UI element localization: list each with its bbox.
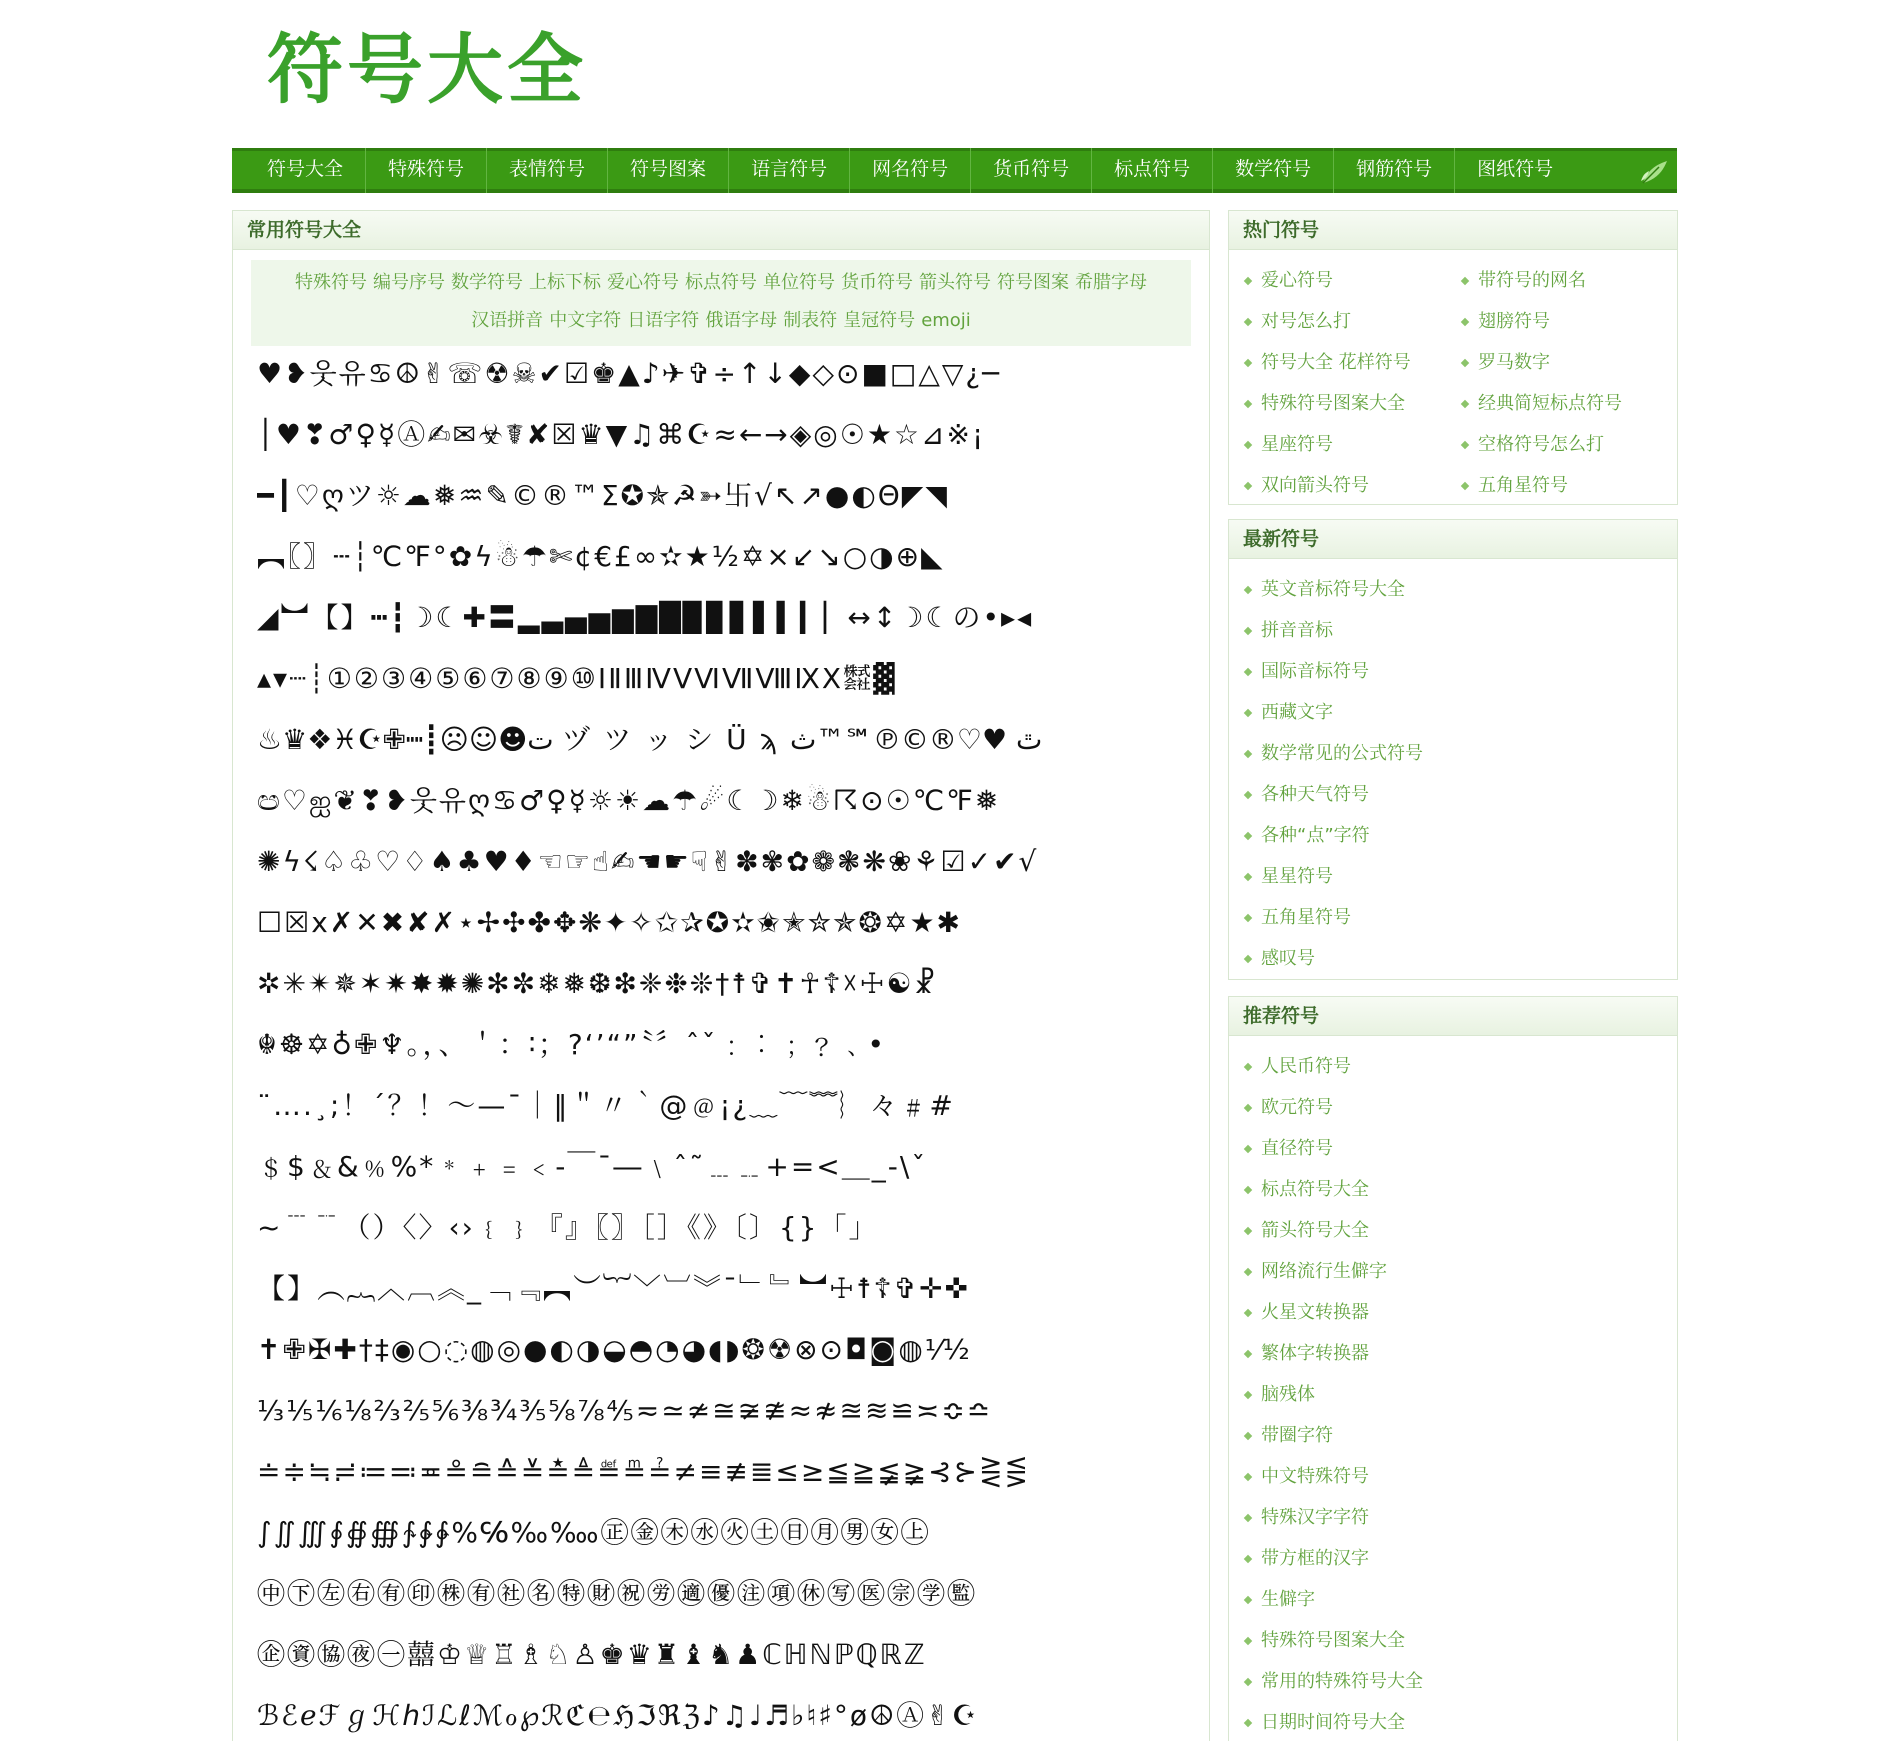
- nav-item[interactable]: 符号图案: [608, 148, 729, 193]
- category-line-1: [251, 264, 1191, 302]
- nav-item[interactable]: 符号大全: [245, 148, 366, 193]
- bullet-icon: [1244, 750, 1252, 758]
- sidebar-link-label: 感叹号: [1261, 948, 1315, 969]
- sidebar-link[interactable]: [1243, 938, 1677, 979]
- sidebar-link[interactable]: [1243, 1620, 1677, 1661]
- sidebar-link[interactable]: [1243, 1046, 1677, 1087]
- sidebar-link[interactable]: [1243, 1128, 1677, 1169]
- recommend-list: [1229, 1036, 1677, 1749]
- nav-item[interactable]: 图纸符号: [1477, 157, 1554, 180]
- category-link[interactable]: 上标下标: [529, 272, 601, 293]
- latest-list: [1229, 559, 1677, 985]
- sidebar-link[interactable]: [1243, 651, 1677, 692]
- hot-panel: [1228, 210, 1678, 505]
- sidebar-link[interactable]: [1243, 1497, 1677, 1538]
- bullet-icon: [1244, 400, 1252, 408]
- bullet-icon: [1244, 482, 1252, 490]
- bullet-icon: [1244, 1678, 1252, 1686]
- sidebar-link-label: 国际音标符号: [1261, 661, 1369, 682]
- category-link[interactable]: 符号图案: [997, 272, 1069, 293]
- sidebar-link[interactable]: [1243, 897, 1677, 938]
- category-line-2: [251, 302, 1191, 340]
- sidebar-link-label: 标点符号大全: [1261, 1179, 1369, 1200]
- category-link[interactable]: emoji: [921, 310, 971, 331]
- symbol-row[interactable]: ~﹉﹊（）〈〉‹›﹛﹜『』〖〗［］《》〔〕{}「」: [257, 1211, 879, 1244]
- sidebar-link[interactable]: [1243, 1210, 1677, 1251]
- sidebar-link[interactable]: [1243, 1251, 1677, 1292]
- bullet-icon: [1461, 277, 1469, 285]
- sidebar-link-label: 星座符号: [1261, 434, 1333, 455]
- sidebar-link-label: 火星文转换器: [1261, 1302, 1369, 1323]
- bullet-icon: [1244, 1227, 1252, 1235]
- symbol-row[interactable]: ㊥㊦㊧㊨㊒㊞㊑㊒㊓㊔㊕㊖㊗㊘㊜㊝㊟㊠㊡㊢㊩㊪㊫㊬: [257, 1577, 978, 1610]
- symbol-row[interactable]: ㊭㊮㊯㊰㊀囍♔♕♖♗♘♙♚♛♜♝♞♟ℂℍℕℙℚℝℤ: [257, 1638, 927, 1671]
- symbol-row[interactable]: ≐≑≒≓≔≕≖≗≘≙≚≛≜≝≞≟≠≡≢≣≤≥≦≧≨≩⊰⊱⋛⋚: [257, 1455, 1030, 1488]
- bullet-icon: [1244, 586, 1252, 594]
- sidebar-link-label: 特殊符号图案大全: [1261, 393, 1405, 414]
- bullet-icon: [1244, 627, 1252, 635]
- sidebar-link[interactable]: [1243, 1169, 1677, 1210]
- sidebar-link-label: 日期时间符号大全: [1261, 1712, 1405, 1733]
- bullet-icon: [1244, 1104, 1252, 1112]
- site-logo[interactable]: 符号大全: [267, 25, 587, 114]
- sidebar-link-label: 经典简短标点符号: [1478, 393, 1622, 414]
- sidebar-link-label: 欧元符号: [1261, 1097, 1333, 1118]
- bullet-icon: [1461, 441, 1469, 449]
- nav-item[interactable]: 钢筋符号: [1334, 148, 1455, 193]
- sidebar-link[interactable]: [1243, 815, 1677, 856]
- sidebar-link[interactable]: [1243, 733, 1677, 774]
- symbol-row[interactable]: ☬☸✡♁✙♆。，、＇：∶；?‘’“”〝〞ˆˇ﹕︰﹔﹖﹑•: [257, 1028, 887, 1061]
- symbol-row[interactable]: ☐☒ⅹ✗✕✖✘✗⋆✢✣✤✥❋✦✧✩✰✪✫✬✭✮✯❂✡★✱: [257, 906, 963, 939]
- bullet-icon: [1244, 1268, 1252, 1276]
- sidebar-link[interactable]: [1243, 1538, 1677, 1579]
- sidebar-link[interactable]: [1460, 424, 1677, 465]
- sidebar-link[interactable]: [1243, 465, 1460, 506]
- sidebar-link[interactable]: [1460, 465, 1677, 506]
- sidebar-link[interactable]: [1460, 260, 1677, 301]
- sidebar-link[interactable]: [1460, 301, 1677, 342]
- symbol-row[interactable]: ¨….¸;！´？！～—ˉ｜‖＂〃｀@﹫¡¿﹏﹋﹌︴々﹟#: [257, 1089, 955, 1122]
- bullet-icon: [1244, 1555, 1252, 1563]
- sidebar-link[interactable]: [1243, 1292, 1677, 1333]
- sidebar-link-label: 双向箭头符号: [1261, 475, 1369, 496]
- nav-item[interactable]: 表情符号: [487, 148, 608, 193]
- category-link[interactable]: 爱心符号: [607, 272, 679, 293]
- category-link[interactable]: 标点符号: [685, 272, 757, 293]
- sidebar-link-label: 罗马数字: [1478, 352, 1550, 373]
- sidebar-link[interactable]: [1243, 1374, 1677, 1415]
- category-link[interactable]: 汉语拼音: [471, 310, 544, 331]
- symbol-row[interactable]: ━┃♡ღツ☼☁❅♒✎©®™Σ✪✯☭➳卐√↖↗●◐Θ◤◥: [257, 479, 949, 512]
- category-link[interactable]: 日语字符: [627, 310, 700, 331]
- sidebar-link[interactable]: [1243, 856, 1677, 897]
- bullet-icon: [1244, 1514, 1252, 1522]
- sidebar-link-label: 生僻字: [1261, 1589, 1315, 1610]
- symbol-row[interactable]: │♥❣♂♀☿Ⓐ✍✉☣☤✘☒♛▼♫⌘☪≈←→◈◎☉★☆⊿※¡: [257, 418, 986, 451]
- category-link[interactable]: 箭头符号: [919, 272, 991, 293]
- sidebar-link-label: 特殊符号图案大全: [1261, 1630, 1405, 1651]
- bullet-icon: [1244, 1186, 1252, 1194]
- category-link[interactable]: 俄语字母: [705, 310, 778, 331]
- symbol-row[interactable]: ♨♛❖♓☪✙┉┋☹☺☻ت ヅ ツ ッ シ Ü ϡ ﭢ ♥♡®©℗℠™ث: [257, 723, 1043, 756]
- sidebar-link[interactable]: [1243, 260, 1460, 301]
- sidebar-link[interactable]: [1460, 342, 1677, 383]
- symbol-row[interactable]: ඏ♡ஐ❦❣❥웃유ღ♋♂♀☿☼☀☁☂☄☾☽❄☃☈⊙☉℃℉❅: [257, 784, 1001, 817]
- category-link[interactable]: 编号序号: [373, 272, 445, 293]
- symbol-row[interactable]: 【】︵︷︿︹︽_﹁﹃︻︶︸﹀︺︾ˉ﹂﹄︼☩☨☦✞✛✜: [257, 1272, 970, 1305]
- sidebar-link-label: 对号怎么打: [1261, 311, 1351, 332]
- bullet-icon: [1244, 1350, 1252, 1358]
- sidebar-link[interactable]: [1460, 383, 1677, 424]
- symbol-row[interactable]: ✝✙✠✚†‡◉○◌◍◎●◐◑◒◓◔◕◖◗❂☢⊗⊙◘◙◍⅟½: [257, 1333, 972, 1366]
- sidebar-link-label: 英文音标符号大全: [1261, 579, 1405, 600]
- sidebar-link[interactable]: [1243, 424, 1460, 465]
- latest-panel: [1228, 519, 1678, 980]
- sidebar-link[interactable]: [1243, 1702, 1677, 1743]
- bullet-icon: [1244, 1063, 1252, 1071]
- symbol-row[interactable]: ⅓⅕⅙⅛⅔⅖⅚⅜¾⅗⅝⅞⅘≂≃≄≅≆≇≈≉≊≋≌≍≎≏: [257, 1394, 993, 1427]
- leaf-icon: [1639, 157, 1669, 185]
- sidebar-link[interactable]: [1243, 569, 1677, 610]
- symbol-grid: [257, 343, 1197, 1746]
- sidebar-link-label: 人民币符号: [1261, 1056, 1351, 1077]
- category-link[interactable]: 希腊字母: [1075, 272, 1147, 293]
- sidebar-link[interactable]: [1243, 692, 1677, 733]
- bullet-icon: [1244, 1596, 1252, 1604]
- bullet-icon: [1244, 1145, 1252, 1153]
- category-link[interactable]: 特殊符号: [295, 272, 367, 293]
- bullet-icon: [1461, 359, 1469, 367]
- bullet-icon: [1244, 709, 1252, 717]
- bullet-icon: [1244, 277, 1252, 285]
- bullet-icon: [1461, 400, 1469, 408]
- bullet-icon: [1461, 318, 1469, 326]
- bullet-icon: [1244, 1473, 1252, 1481]
- bullet-icon: [1244, 873, 1252, 881]
- sidebar-link-label: 五角星符号: [1478, 475, 1568, 496]
- nav-item[interactable]: 语言符号: [729, 148, 850, 193]
- nav-item[interactable]: 货币符号: [971, 148, 1092, 193]
- sidebar-link[interactable]: [1243, 383, 1460, 424]
- sidebar-link-label: 脑残体: [1261, 1384, 1315, 1405]
- category-link[interactable]: 皇冠符号: [843, 310, 916, 331]
- bullet-icon: [1244, 791, 1252, 799]
- sidebar-link-label: 中文特殊符号: [1261, 1466, 1369, 1487]
- symbol-row[interactable]: ℬℰℯℱℊℋℎℐℒℓℳℴ℘ℛℭ℮ℌℑℜℨ♪♫♩♬♭♮♯°ø☮Ⓐ✌☪: [257, 1699, 979, 1732]
- category-link[interactable]: 单位符号: [763, 272, 835, 293]
- category-link[interactable]: 中文字符: [549, 310, 622, 331]
- bullet-icon: [1244, 668, 1252, 676]
- sidebar-link[interactable]: [1243, 342, 1460, 383]
- bullet-icon: [1244, 318, 1252, 326]
- sidebar-link-label: 网络流行生僻字: [1261, 1261, 1387, 1282]
- bullet-icon: [1461, 482, 1469, 490]
- bullet-icon: [1244, 1719, 1252, 1727]
- symbol-row[interactable]: ∫∬∭∮∯∰∱∲∳%℅‰‱㊣㊎㊍㊌㊋㊏㊐㊊㊚㊛㊤: [257, 1516, 931, 1549]
- sidebar-link[interactable]: [1243, 774, 1677, 815]
- main-panel: [232, 210, 1210, 1741]
- bullet-icon: [1244, 441, 1252, 449]
- nav-item[interactable]: 网名符号: [850, 148, 971, 193]
- sidebar-link-label: 带符号的网名: [1478, 270, 1586, 291]
- sidebar-link-label: 星星符号: [1261, 866, 1333, 887]
- bullet-icon: [1244, 359, 1252, 367]
- category-links: [251, 260, 1191, 346]
- symbol-row[interactable]: ♥❥웃유♋☮✌☏☢☠✔☑♚▲♪✈✞÷↑↓◆◇⊙■□△▽¿─: [257, 357, 1002, 390]
- main-nav: [232, 148, 1677, 193]
- sidebar-link-label: 繁体字转换器: [1261, 1343, 1369, 1364]
- sidebar-link[interactable]: [1243, 1087, 1677, 1128]
- symbol-row[interactable]: ✺ϟ☇♤♧♡♢♠♣♥♦☜☞☝✍☚☛☟✌✽✾✿❁❃❋❀⚘☑✓✔√: [257, 845, 1039, 878]
- bullet-icon: [1244, 1637, 1252, 1645]
- sidebar-link-label: 各种天气符号: [1261, 784, 1369, 805]
- nav-item[interactable]: 数学符号: [1213, 148, 1334, 193]
- bullet-icon: [1244, 1309, 1252, 1317]
- hot-panel-title: 热门符号: [1229, 211, 1677, 250]
- sidebar-link-label: 拼音音标: [1261, 620, 1333, 641]
- latest-panel-title: 最新符号: [1229, 520, 1677, 559]
- sidebar-link-label: 带圈字符: [1261, 1425, 1333, 1446]
- hot-list: [1229, 250, 1677, 512]
- sidebar-link-label: 翅膀符号: [1478, 311, 1550, 332]
- sidebar-link-label: 空格符号怎么打: [1478, 434, 1604, 455]
- recommend-panel-title: 推荐符号: [1229, 997, 1677, 1036]
- category-link[interactable]: 制表符: [783, 310, 838, 331]
- recommend-panel: [1228, 996, 1678, 1741]
- sidebar-link[interactable]: [1243, 1661, 1677, 1702]
- symbol-row[interactable]: ﹩$﹠&﹪%*﹡﹢﹦﹤‐￣¯―﹨ˆ˜﹍﹎+=<＿_-\ˇ: [257, 1150, 928, 1183]
- sidebar-link-label: 各种“点”字符: [1261, 825, 1370, 846]
- bullet-icon: [1244, 955, 1252, 963]
- category-link[interactable]: 货币符号: [841, 272, 913, 293]
- sidebar-link[interactable]: [1243, 1333, 1677, 1374]
- sidebar-link[interactable]: [1243, 301, 1460, 342]
- symbol-row[interactable]: ▴▾┈┊①②③④⑤⑥⑦⑧⑨⑩ⅠⅡⅢⅣⅤⅥⅦⅧⅨⅩ㍿▓: [257, 662, 897, 695]
- sidebar-link-label: 五角星符号: [1261, 907, 1351, 928]
- bullet-icon: [1244, 1391, 1252, 1399]
- sidebar-link-label: 西藏文字: [1261, 702, 1333, 723]
- sidebar-link-label: 常用的特殊符号大全: [1261, 1671, 1423, 1692]
- nav-item[interactable]: 特殊符号: [366, 148, 487, 193]
- symbol-row[interactable]: ︻〖〗┄┆℃℉°✿ϟ☃☂✄¢€£∞✫★½✡×↙↘○◑⊕◣: [257, 540, 945, 573]
- sidebar-link[interactable]: [1243, 1456, 1677, 1497]
- bullet-icon: [1244, 832, 1252, 840]
- sidebar-link-label: 箭头符号大全: [1261, 1220, 1369, 1241]
- nav-item[interactable]: 标点符号: [1092, 148, 1213, 193]
- main-panel-title: 常用符号大全: [233, 211, 1209, 250]
- sidebar-link-label: 带方框的汉字: [1261, 1548, 1369, 1569]
- sidebar-link-label: 特殊汉字字符: [1261, 1507, 1369, 1528]
- sidebar-link-label: 爱心符号: [1261, 270, 1333, 291]
- category-link[interactable]: 数学符号: [451, 272, 523, 293]
- symbol-row[interactable]: ✲✳✴✵✶✷✸✹✺✻✼❄❅❆❇❈❉❊†☨✞✝☥☦☓☩☯☧: [257, 967, 938, 1000]
- sidebar-link[interactable]: [1243, 1579, 1677, 1620]
- sidebar-link-label: 直径符号: [1261, 1138, 1333, 1159]
- sidebar-link-label: 数学常见的公式符号: [1261, 743, 1423, 764]
- sidebar-link-label: 符号大全 花样符号: [1261, 352, 1411, 373]
- bullet-icon: [1244, 914, 1252, 922]
- symbol-row[interactable]: ◢︼【】┅┇☽☾✚〓▂▃▄▅▆▇█▉▊▋▌▍▎▏↔↕☽☾の•▸◂: [257, 601, 1034, 634]
- bullet-icon: [1244, 1432, 1252, 1440]
- sidebar-link[interactable]: [1243, 1415, 1677, 1456]
- sidebar-link[interactable]: [1243, 610, 1677, 651]
